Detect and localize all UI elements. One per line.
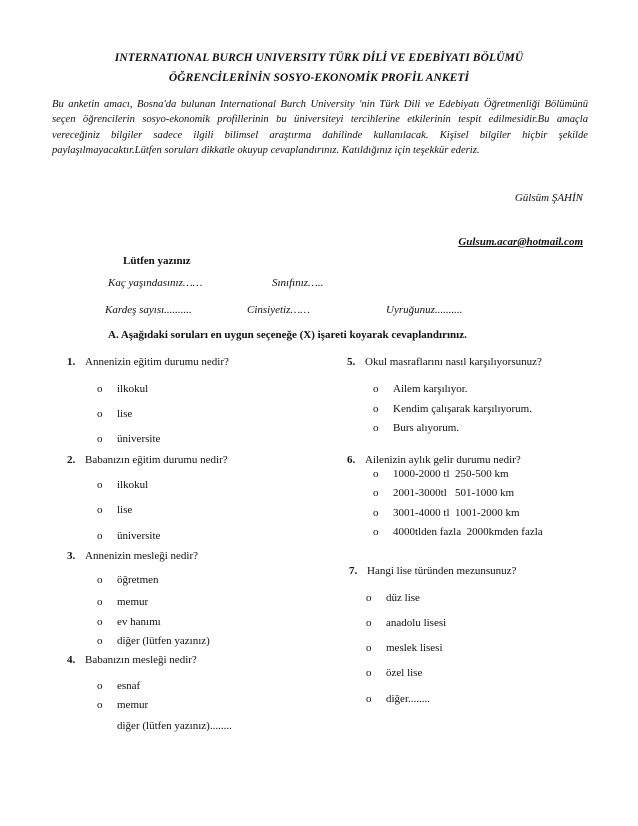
question-2 — [67, 454, 228, 466]
question-1 — [67, 356, 229, 368]
checkbox-bullet-icon: o — [97, 504, 103, 516]
q5-option-3[interactable]: o Burs alıyorum. — [373, 422, 459, 434]
checkbox-bullet-icon: o — [366, 642, 372, 654]
q6-option-1[interactable]: o 1000-2000 tl 250-500 km — [373, 468, 509, 480]
nationality-field[interactable]: Uyruğunuz.......... — [386, 304, 463, 316]
question-text: Okul masraflarını nasıl karşılıyorsunuz? — [365, 356, 542, 368]
checkbox-bullet-icon: o — [97, 408, 103, 420]
question-text: Ailenizin aylık gelir durumu nedir? — [365, 454, 521, 466]
question-text: Babanızın eğitim durumu nedir? — [85, 454, 228, 466]
checkbox-bullet-icon: o — [97, 616, 103, 628]
q4-option-1[interactable]: o esnaf — [97, 680, 141, 692]
question-text: Hangi lise türünden mezunsunuz? — [367, 565, 517, 577]
q7-option-2[interactable]: o anadolu lisesi — [366, 617, 447, 629]
checkbox-bullet-icon: o — [366, 617, 372, 629]
checkbox-bullet-icon: o — [373, 526, 379, 538]
question-number: 1. — [67, 356, 76, 368]
class-field[interactable]: Sınıfınız….. — [272, 277, 324, 289]
question-text: Annenizin eğitim durumu nedir? — [85, 356, 229, 368]
q3-option-1[interactable]: o öğretmen — [97, 574, 159, 586]
question-5 — [347, 356, 542, 368]
checkbox-bullet-icon: o — [366, 592, 372, 604]
checkbox-bullet-icon: o — [97, 596, 103, 608]
q7-option-5[interactable]: o diğer........ — [366, 693, 430, 705]
author-email[interactable]: Gulsum.acar@hotmail.com — [458, 236, 583, 248]
question-7 — [349, 565, 516, 577]
author-name: Gülsüm ŞAHİN — [514, 192, 583, 204]
checkbox-bullet-icon: o — [97, 699, 103, 711]
q7-option-3[interactable]: o meslek lisesi — [366, 642, 443, 654]
q2-option-1[interactable]: o ilkokul — [97, 479, 149, 491]
question-text: Babanızın mesleği nedir? — [85, 654, 197, 666]
checkbox-bullet-icon: o — [366, 667, 372, 679]
q7-option-1[interactable]: o düz lise — [366, 592, 420, 604]
q2-option-3[interactable]: o üniversite — [97, 530, 161, 542]
question-6 — [347, 454, 521, 466]
q3-option-4[interactable]: o diğer (lütfen yazınız) — [97, 635, 210, 647]
q6-option-2[interactable]: o 2001-3000tl 501-1000 km — [373, 487, 514, 499]
q7-option-4[interactable]: o özel lise — [366, 667, 423, 679]
q2-option-2[interactable]: o lise — [97, 504, 133, 516]
checkbox-bullet-icon: o — [97, 479, 103, 491]
q1-option-3[interactable]: o üniversite — [97, 433, 161, 445]
question-number: 6. — [347, 454, 356, 466]
q3-option-2[interactable]: o memur — [97, 596, 149, 608]
question-4 — [67, 654, 197, 666]
survey-title-line1: INTERNATIONAL BURCH UNIVERSITY TÜRK DİLİ VE EDEBİYATI BÖLÜMÜ — [114, 52, 524, 64]
question-number: 7. — [349, 565, 358, 577]
question-text: Annenizin mesleği nedir? — [85, 550, 199, 562]
intro-paragraph: Bu anketin amacı, Bosna'da bulunan International Burch University 'nin Türk Dili ve Edebiyatı Öğretmenliği Bölümünü seçen öğrencilerin sosyo-ekonomik profillerinin bu üniversiteyi tercihlerine etkilerinin tespit edilmesidir.Bu amaçla vereceğiniz bilgiler sadece ilgili bilimsel araştırma dahilinde kullanılacak. Kişisel bilgiler hiçbir şekilde paylaşılmayacaktır.Lütfen soruları dikkatle okuyup cevaplandırınız. Katıldığınız için teşekkür ederiz. — [52, 99, 588, 157]
please-fill-label: Lütfen yazınız — [123, 255, 191, 267]
checkbox-bullet-icon: o — [97, 530, 103, 542]
question-number: 3. — [67, 550, 76, 562]
checkbox-bullet-icon: o — [97, 574, 103, 586]
q3-option-3[interactable]: o ev hanımı — [97, 616, 161, 628]
q1-option-2[interactable]: o lise — [97, 408, 133, 420]
question-number: 2. — [67, 454, 76, 466]
q5-option-2[interactable]: o Kendim çalışarak karşılıyorum. — [373, 403, 532, 415]
checkbox-bullet-icon: o — [373, 468, 379, 480]
checkbox-bullet-icon: o — [97, 433, 103, 445]
q1-option-1[interactable]: o ilkokul — [97, 383, 149, 395]
question-3 — [67, 550, 198, 562]
checkbox-bullet-icon: o — [97, 680, 103, 692]
question-number: 5. — [347, 356, 356, 368]
checkbox-bullet-icon: o — [366, 693, 372, 705]
age-field[interactable]: Kaç yaşındasınız…… — [108, 277, 203, 289]
gender-field[interactable]: Cinsiyetiz…… — [247, 304, 310, 316]
q4-option-2[interactable]: o memur — [97, 699, 149, 711]
q6-option-4[interactable]: o 4000tlden fazla 2000kmden fazla — [373, 526, 543, 538]
q4-other-field[interactable]: diğer (lütfen yazınız)........ — [117, 720, 232, 732]
checkbox-bullet-icon: o — [373, 422, 379, 434]
checkbox-bullet-icon: o — [373, 383, 379, 395]
survey-title-line2: ÖĞRENCİLERİNİN SOSYO-EKONOMİK PROFİL ANKETİ — [168, 72, 470, 84]
question-number: 4. — [67, 654, 76, 666]
q6-option-3[interactable]: o 3001-4000 tl 1001-2000 km — [373, 507, 520, 519]
checkbox-bullet-icon: o — [373, 487, 379, 499]
checkbox-bullet-icon: o — [373, 403, 379, 415]
section-a-heading: A. Aşağıdaki soruları en uygun seçeneğe (X) işareti koyarak cevaplandırınız. — [108, 329, 467, 341]
checkbox-bullet-icon: o — [97, 383, 103, 395]
q5-option-1[interactable]: o Ailem karşılıyor. — [373, 383, 468, 395]
checkbox-bullet-icon: o — [373, 507, 379, 519]
checkbox-bullet-icon: o — [97, 635, 103, 647]
siblings-field[interactable]: Kardeş sayısı.......... — [105, 304, 192, 316]
